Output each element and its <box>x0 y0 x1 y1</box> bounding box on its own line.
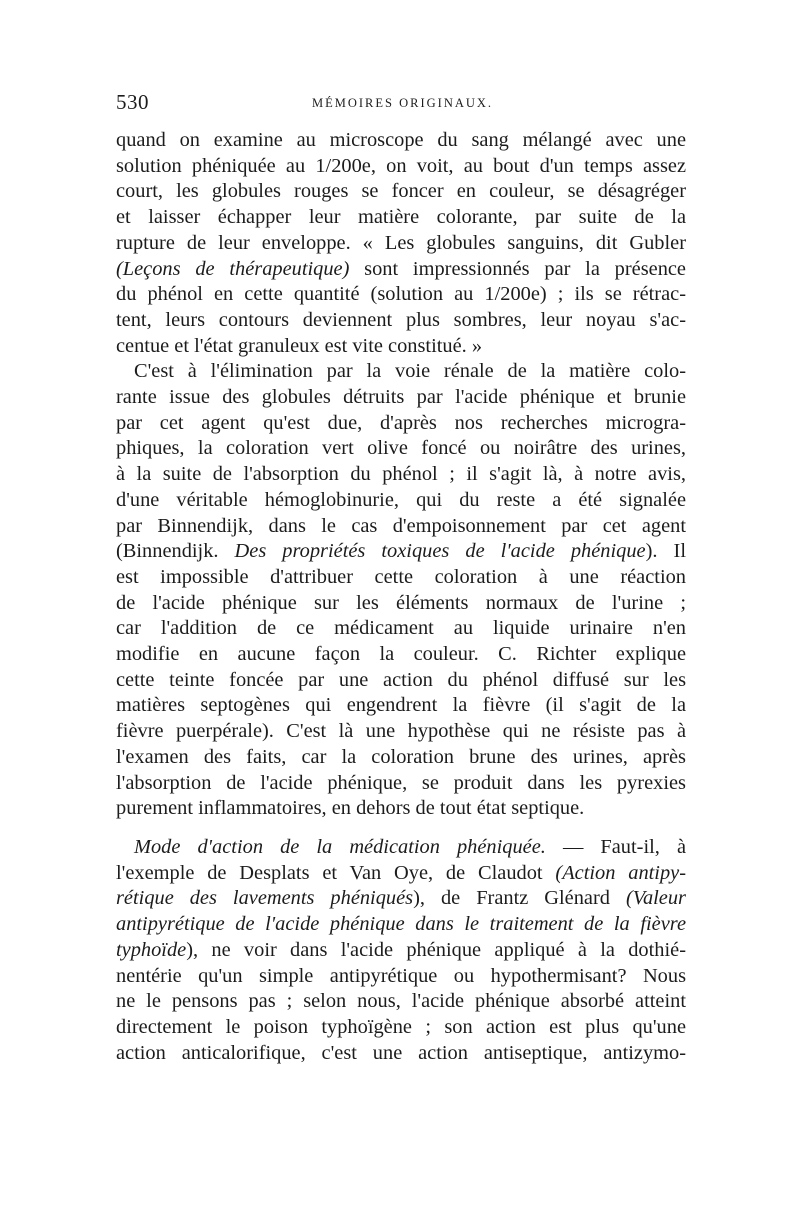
text-line: fièvre puerpérale). C'est là une hypothèse qui ne résiste pas à <box>116 720 686 743</box>
text-line: l'absorption de l'acide phénique, se produit dans les pyrexies <box>116 771 686 794</box>
body-text <box>116 128 686 1066</box>
text-fragment: ). Il <box>645 540 686 563</box>
text-fragment: l'exemple de Desplats et Van Oye, de Claudot <box>116 861 543 884</box>
text-line: cette teinte foncée par une action du phénol diffusé sur les <box>116 668 686 691</box>
text-fragment: — Faut-il, à <box>562 835 686 858</box>
text-line: du phénol en cette quantité (solution au 1/200e) ; ils se rétrac- <box>116 283 686 306</box>
text-line: phiques, la coloration vert olive foncé ou noirâtre des urines, <box>116 437 686 460</box>
section-heading: Mode d'action de la médication phéniquée. <box>134 835 546 858</box>
text-line: action anticalorifique, c'est une action antiseptique, antizymo- <box>116 1041 686 1064</box>
text-line <box>116 912 686 938</box>
text-fragment: ), ne voir dans l'acide phénique appliqué à la dothié- <box>186 938 686 961</box>
paragraph-gap <box>116 822 686 835</box>
citation-title: Des propriétés toxiques de l'acide phénique <box>234 540 646 563</box>
page-number: 530 <box>116 90 149 114</box>
text-line: ne le pensons pas ; selon nous, l'acide phénique absorbé atteint <box>116 990 686 1013</box>
text-line: modifie en aucune façon la couleur. C. Richter explique <box>116 643 686 666</box>
text-line <box>116 886 686 912</box>
text-line: et laisser échapper leur matière colorante, par suite de la <box>116 206 686 229</box>
text-line: car l'addition de ce médicament au liquide urinaire n'en <box>116 617 686 640</box>
text-line <box>116 835 686 861</box>
page-header <box>116 90 686 120</box>
text-line <box>116 938 686 964</box>
text-line: nentérie qu'un simple antipyrétique ou hypothermisant? Nous <box>116 964 686 987</box>
text-line: l'examen des faits, car la coloration brune des urines, après <box>116 745 686 768</box>
text-line <box>116 257 686 283</box>
running-title: MÉMOIRES ORIGINAUX. <box>312 96 494 110</box>
text-line: matières septogènes qui engendrent la fièvre (il s'agit de la <box>116 694 686 717</box>
text-line: rupture de leur enveloppe. « Les globules sanguins, dit Gubler <box>116 231 686 254</box>
text-line: est impossible d'attribuer cette coloration à une réaction <box>116 565 686 588</box>
citation-title: rétique des lavements phéniqués <box>116 887 414 910</box>
text-line: par Binnendijk, dans le cas d'empoisonnement par cet agent <box>116 514 686 537</box>
text-fragment: sont impressionnés par la présence <box>364 257 686 280</box>
text-line: tent, leurs contours deviennent plus sombres, leur noyau s'ac- <box>116 308 686 331</box>
citation-title: (Leçons de thérapeutique) <box>116 257 350 280</box>
text-line: solution phéniquée au 1/200e, on voit, au bout d'un temps assez <box>116 154 686 177</box>
text-line: par cet agent qu'est due, d'après nos recherches microgra- <box>116 411 686 434</box>
citation-title: (Valeur <box>625 887 686 910</box>
text-line: centue et l'état granuleux est vite constitué. » <box>116 334 483 357</box>
text-line: C'est à l'élimination par la voie rénale de la matière colo- <box>134 360 686 383</box>
text-line: quand on examine au microscope du sang mélangé avec une <box>116 129 686 151</box>
text-line: directement le poison typhoïgène ; son action est plus qu'une <box>116 1015 686 1038</box>
text-line: d'une véritable hémoglobinurie, qui du reste a été signalée <box>116 488 686 511</box>
text-line: court, les globules rouges se foncer en couleur, se désagréger <box>116 180 686 203</box>
text-line <box>116 861 686 887</box>
text-line: purement inflammatoires, en dehors de tout état septique. <box>116 797 585 820</box>
text-line: à la suite de l'absorption du phénol ; il s'agit là, à notre avis, <box>116 463 686 486</box>
text-line <box>116 539 686 565</box>
text-fragment: (Binnendijk. <box>116 540 219 563</box>
text-line: rante issue des globules détruits par l'acide phénique et brunie <box>116 386 686 409</box>
citation-title: typhoïde <box>116 938 187 961</box>
citation-title: antipyrétique de l'acide phénique dans le traitement de la fièvre <box>116 913 686 936</box>
citation-title: (Action antipy- <box>555 861 687 884</box>
text-fragment: ), de Frantz Glénard <box>413 887 610 910</box>
text-line: de l'acide phénique sur les éléments normaux de l'urine ; <box>116 591 686 614</box>
